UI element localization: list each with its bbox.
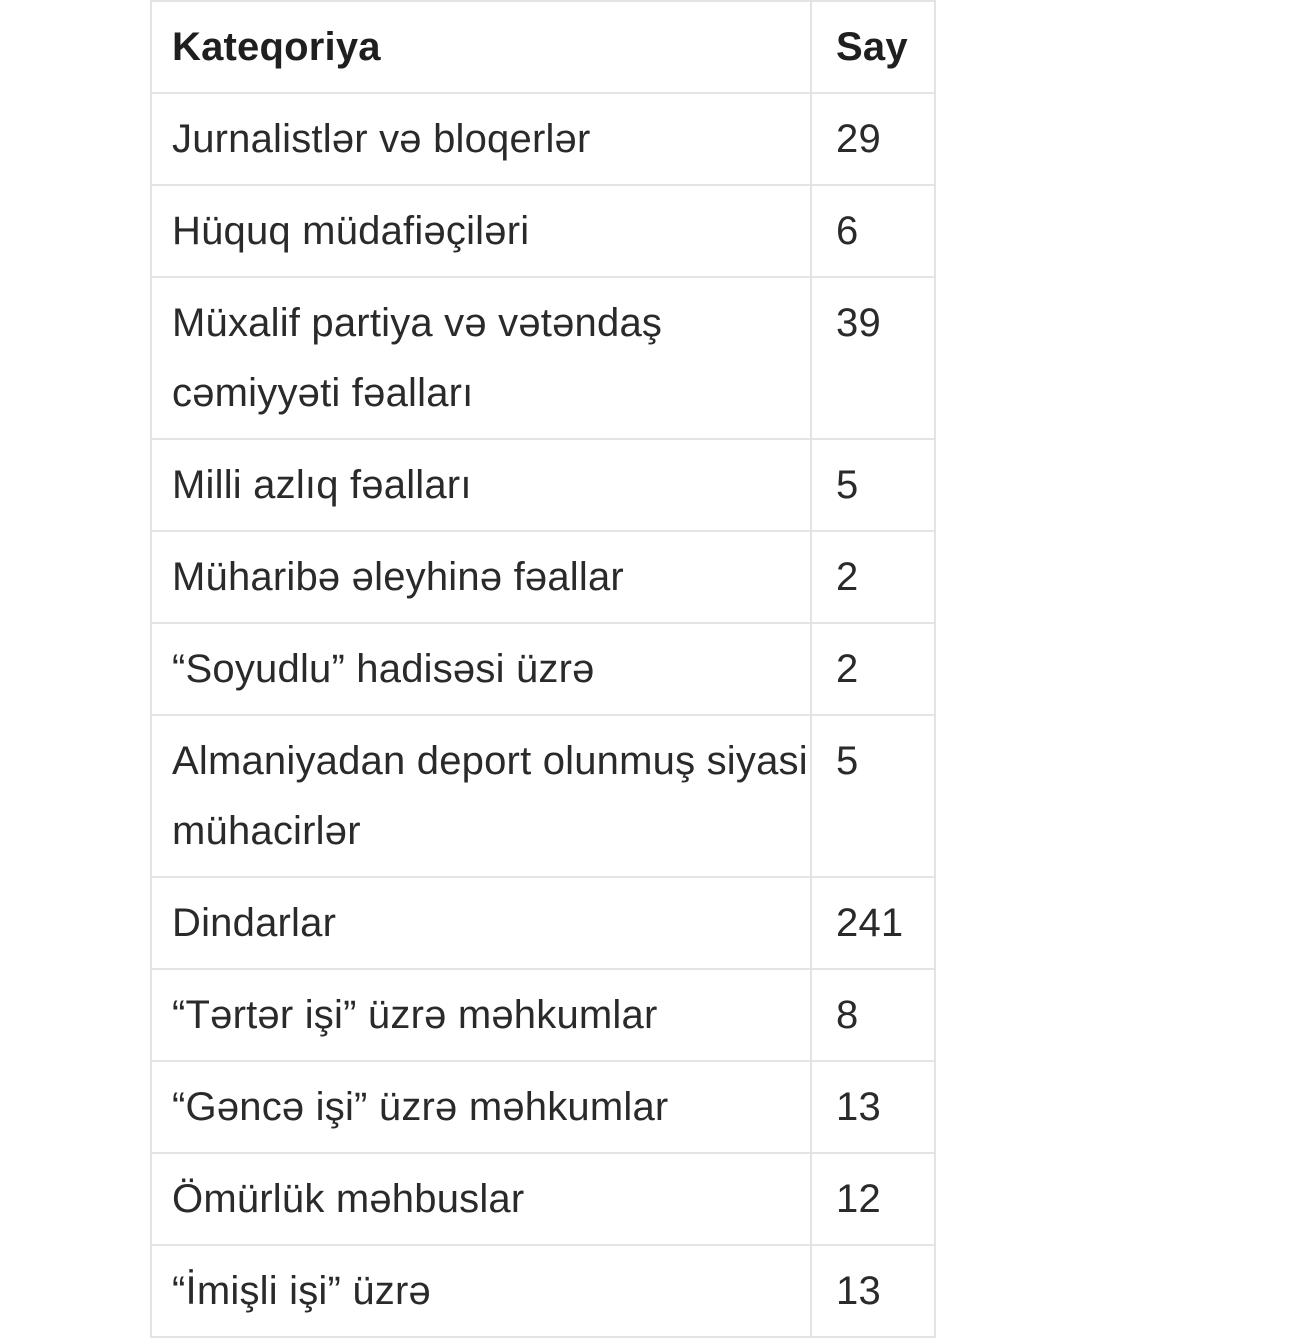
row-count: 13 [811,1061,935,1153]
table-row [151,1153,935,1245]
table-row [151,969,935,1061]
table-row [151,439,935,531]
table-row [151,185,935,277]
row-count: 241 [811,877,935,969]
table-row [151,277,935,439]
row-category: “Soyudlu” hadisəsi üzrə [151,623,811,715]
row-category: Milli azlıq fəalları [151,439,811,531]
table-row [151,93,935,185]
row-count: 29 [811,93,935,185]
row-count: 13 [811,1245,935,1337]
category-table-container [150,0,934,1338]
row-count: 2 [811,531,935,623]
table-row [151,1245,935,1337]
row-count: 5 [811,439,935,531]
header-count: Say [811,1,935,93]
row-count: 39 [811,277,935,439]
row-category: Almaniyadan deport olunmuş siyasi mühacirlər [151,715,811,877]
table-row [151,715,935,877]
row-category: Müharibə əleyhinə fəallar [151,531,811,623]
category-count-table [150,0,936,1338]
row-category: Dindarlar [151,877,811,969]
row-category: “İmişli işi” üzrə [151,1245,811,1337]
table-row [151,877,935,969]
table-row [151,623,935,715]
table-row [151,1061,935,1153]
row-count: 6 [811,185,935,277]
table-row [151,531,935,623]
row-category: “Gəncə işi” üzrə məhkumlar [151,1061,811,1153]
row-count: 2 [811,623,935,715]
row-category: “Tərtər işi” üzrə məhkumlar [151,969,811,1061]
row-category: Jurnalistlər və bloqerlər [151,93,811,185]
row-category: Ömürlük məhbuslar [151,1153,811,1245]
table-header-row [151,1,935,93]
row-count: 5 [811,715,935,877]
row-count: 12 [811,1153,935,1245]
row-category: Hüquq müdafiəçiləri [151,185,811,277]
row-count: 8 [811,969,935,1061]
row-category: Müxalif partiya və vətəndaş cəmiyyəti fəalları [151,277,811,439]
header-category: Kateqoriya [151,1,811,93]
